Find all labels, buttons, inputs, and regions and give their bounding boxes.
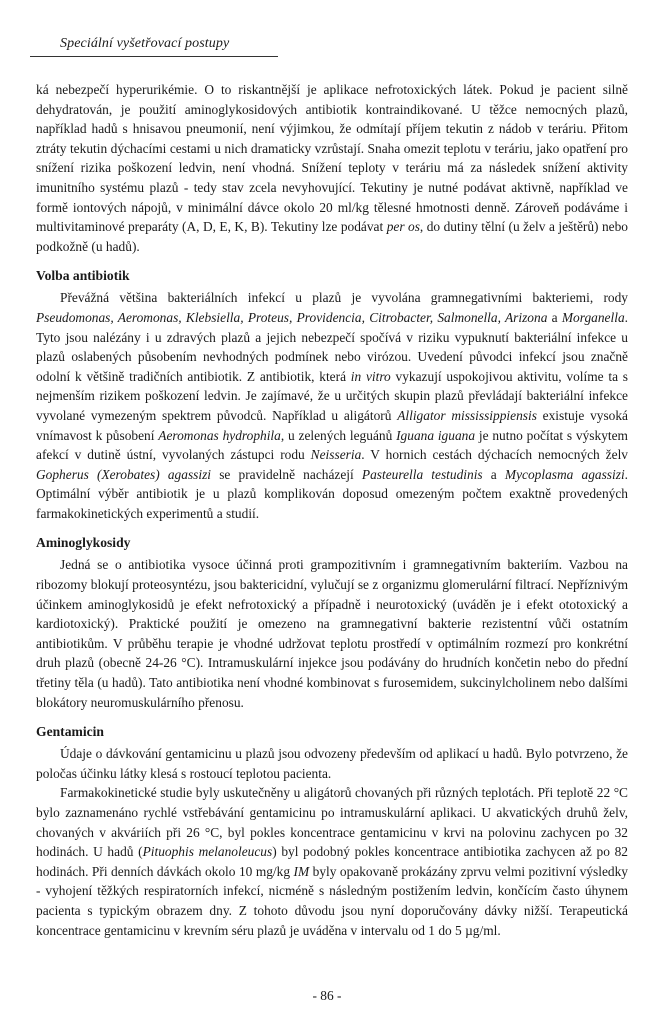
text-run: . V hornich cestách dýchacích nemocných želv bbox=[361, 447, 628, 463]
main-text bbox=[36, 80, 628, 940]
species-name: Gopherus (Xerobates) agassizi bbox=[36, 466, 212, 482]
text-run: a bbox=[547, 309, 562, 325]
species-name: Pasteurella testudinis bbox=[361, 466, 483, 482]
species-name: Aeromonas hydrophila bbox=[158, 427, 281, 443]
species-name: Iguana iguana bbox=[396, 427, 476, 443]
genus-name: Neisseria bbox=[310, 447, 362, 463]
page-number: - 86 - bbox=[312, 988, 342, 1003]
volba-paragraph bbox=[36, 288, 628, 523]
header-rule bbox=[30, 56, 278, 57]
intro-paragraph bbox=[36, 80, 628, 256]
genera-list: Pseudomonas, Aeromonas, Klebsiella, Proteus, Providencia, Citrobacter, Salmonella, Arizona bbox=[36, 309, 548, 325]
section-heading-gentamicin: Gentamicin bbox=[36, 724, 104, 740]
species-name: Alligator mississippiensis bbox=[397, 407, 537, 423]
text-run: existuje vysoká vnímavost k působení bbox=[36, 407, 629, 443]
species-name: Mycoplasma agassizi bbox=[504, 466, 625, 482]
text-run: Převážná většina bakteriálních infekcí u plazů je vyvolána gramnegativními bakteriemi, rody bbox=[60, 290, 628, 306]
species-name: Pituophis melanoleucus bbox=[142, 844, 273, 860]
text-run: vykazují uspokojivou aktivitu, volíme ta s nejmenším rizikem poškození ledvin. Je zajímavé, že u určitých skupin plazů převládají bakteriální infekce vyvolané vymezeným spektrem původců. Například u aligátorů bbox=[36, 368, 628, 423]
aminoglykosidy-paragraph: Jedná se o antibiotika vysoce účinná proti grampozitivním i gramnegativním bakteriím. Vazbou na ribozomy blokují proteosyntézu, jsou baktericidní, vylučují se z organizmu glomerulární filtrací. Nepříznivým účinkem aminoglykosidů je efekt nefrotoxický a případně i neurotoxický (uváděn je i efekt ototoxický a kardiotoxický). Praktické použití je omezeno na gramnegativní bakterie rezistentní vůči ostatním antibiotikům. V průběhu terapie je vhodné udržovat teplotu prostředí v optimálním rozmezí pro konkrétní druh plazů (obecně 24-26 °C). Intramuskulární injekce jsou podávány do hrudních končetin nebo do přední třetiny těla (u hadů). Tato antibiotika není vhodné kombinovat s furosemidem, sukcinylcholinem nebo dalšími blokátory neuromuskulárního přenosu. bbox=[36, 557, 628, 710]
section-heading-volba: Volba antibiotik bbox=[36, 268, 130, 284]
text-run: , u zelených leguánů bbox=[280, 427, 397, 443]
text-run: . Tyto jsou nalézány i u zdravých plazů a jejich nebezpečí spočívá v riziku vypuknutí bakteriální infekce u plazů oslabených působením nevhodných podmínek nebo virózou. Uvedení původci infekcí jsou značně odolní k většině tradičních antibiotik. Z antibiotik, která bbox=[36, 309, 628, 384]
gentamicin-paragraph-1: Údaje o dávkování gentamicinu u plazů jsou odvozeny především od aplikací u hadů. Bylo potvrzeno, že poločas účinku látky klesá s rostoucí teplotou pacienta. bbox=[36, 746, 628, 781]
gentamicin-paragraph-2 bbox=[36, 783, 628, 940]
intro-text: ká nebezpečí hyperurikémie. O to riskantnější je aplikace nefrotoxických látek. Pokud je pacient silně dehydratován, je použití aminoglykosidových antibiotik kontraindikované. U těžce nemocných plazů, například hadů s hnisavou pneumonií, není výjimkou, že odmítají příjem tekutin z nádob v teráriu. Přitom ztráty tekutin dýchacími cestami u nich dramaticky vzrůstají. Snaha omezit teplotu v teráriu, jako opatření pro snížení rizika poškození ledvin, není vhodná. Snížení teploty v teráriu má za následek snížení aktivity imunitního systému plazů - tedy stav zcela nevyhovující. Tekutiny je nutné podávat aktivně, například ve formě iontových nápojů, v minimální dávce okolo 20 ml/kg tělesné hmotnosti denně. Zároveň podáváme i multivitaminové preparáty (A, D, E, K, B). Tekutiny lze podávat bbox=[36, 82, 628, 235]
running-header: Speciální vyšetřovací postupy bbox=[60, 36, 230, 51]
text-run: . Optimální výběr antibiotik je u plazů komplikován doposud omezeným počtem exaktně provedených farmakokinetických experimentů a studií. bbox=[36, 466, 629, 521]
genus-name: Morganella bbox=[561, 309, 625, 325]
text-run: je nutno počítat s výskytem afekcí v dutině ústní, vyvolaných zástupci rodu bbox=[36, 427, 628, 463]
route-abbreviation: IM bbox=[293, 863, 310, 879]
text-run: ) byl podobný pokles koncentrace antibiotika zachycen až po 82 hodinách. Při denních dávkách okolo 10 mg/kg bbox=[36, 844, 628, 879]
intro-per-os: per os bbox=[386, 219, 420, 235]
text-run: se pravidelně nacházejí bbox=[211, 466, 362, 482]
text-run: Farmakokinetické studie byly uskutečněny u aligátorů chovaných při různých teplotách. Při teplotě 22 °C bylo zaznamenáno rychlé vstřebávání gentamicinu po intramuskulární aplikaci. U akvatických druhů želv, chovaných v akváriích při 26 °C, byl pokles koncentrace gentamicinu v krvi na polovinu zachycen po 32 hodinách. U hadů ( bbox=[36, 785, 628, 860]
text-run: byly opakovaně prokázány zprvu velmi pozitivní výsledky - vyhojení těžkých respiratorních infekcí, nicméně s následným postižením ledvin, končícím často úhynem pacienta s typickým obrazem dny. Z tohoto důvodu jsou nyní doporučovány dávky nižší. Terapeutická koncentrace gentamicinu v krevním séru plazů je uváděna v intervalu od 1 do 5 µg/ml. bbox=[36, 863, 628, 938]
text-run: a bbox=[482, 466, 505, 482]
section-heading-aminoglykosidy: Aminoglykosidy bbox=[36, 535, 131, 551]
intro-text-end: , do dutiny tělní (u želv a ještěrů) nebo podkožně (u hadů). bbox=[36, 219, 628, 254]
latin-term: in vitro bbox=[350, 368, 391, 384]
